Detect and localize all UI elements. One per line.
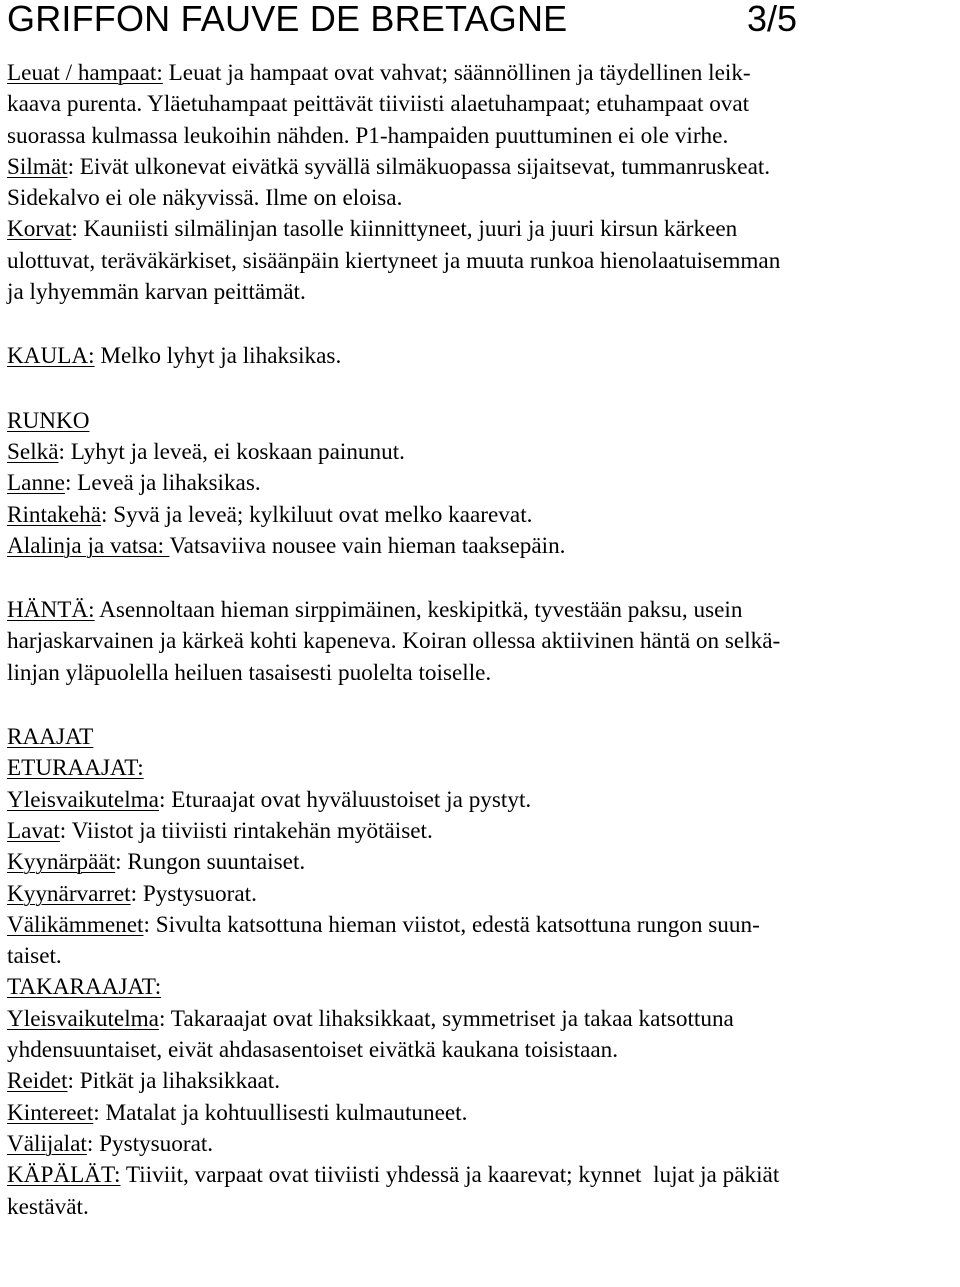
spacer bbox=[7, 562, 953, 595]
section-heading: RUNKO bbox=[7, 407, 90, 434]
neck-label: KAULA: bbox=[7, 343, 95, 370]
item-label: Kintereet bbox=[7, 1099, 94, 1126]
item-label: Rintakehä bbox=[7, 501, 102, 528]
tail-line: Asennoltaan hieman sirppimäinen, keskipitkä, tyvestään paksu, usein bbox=[94, 597, 743, 624]
item-text: : Eturaajat ovat hyväluustoiset ja pystyt. bbox=[158, 786, 532, 813]
limb-item bbox=[7, 1066, 953, 1097]
ears-line: ja lyhyemmän karvan peittämät. bbox=[7, 279, 306, 306]
tail-label: HÄNTÄ: bbox=[7, 597, 95, 624]
item-label: Kyynärpäät bbox=[7, 849, 116, 876]
ears-line: : Kauniisti silmälinjan tasolle kiinnittyneet, juuri ja juuri kirsun kärkeen bbox=[71, 216, 738, 243]
spacer bbox=[7, 373, 953, 406]
item-label: Välijalat bbox=[7, 1130, 87, 1157]
limb-item bbox=[7, 1098, 953, 1129]
item-label: Lanne bbox=[7, 470, 65, 497]
item-label: Selkä bbox=[7, 438, 59, 465]
neck-paragraph bbox=[7, 341, 953, 372]
item-text: : Leveä ja lihaksikas. bbox=[64, 470, 261, 497]
item-label: Kyynärvarret bbox=[7, 880, 131, 907]
item-text: yhdensuuntaiset, eivät ahdasasentoiset eivätkä kaukana toisistaan. bbox=[7, 1037, 619, 1064]
item-text: Vatsaviiva nousee vain hieman taaksepäin. bbox=[169, 532, 566, 559]
pastern-line: : Sivulta katsottuna hieman viistot, edestä katsottuna rungon suun- bbox=[143, 911, 760, 938]
ears-paragraph bbox=[7, 214, 953, 308]
hind-general-paragraph bbox=[7, 1004, 953, 1067]
section-heading: RAAJAT bbox=[7, 724, 94, 751]
item-text: : Takaraajat ovat lihaksikkaat, symmetriset ja takaa katsottuna bbox=[158, 1005, 734, 1032]
document-body bbox=[7, 58, 953, 1223]
eyes-line: Sidekalvo ei ole näkyvissä. Ilme on eloisa. bbox=[7, 185, 403, 212]
body-section bbox=[7, 406, 953, 562]
subsection-heading: TAKARAAJAT: bbox=[7, 974, 162, 1001]
limb-item bbox=[7, 879, 953, 910]
item-label: Reidet bbox=[7, 1068, 68, 1095]
page-number: 3/5 bbox=[747, 0, 798, 39]
spacer bbox=[7, 689, 953, 722]
feet-line: kestävät. bbox=[7, 1193, 89, 1220]
item-text: : Pitkät ja lihaksikkaat. bbox=[67, 1068, 281, 1095]
pastern-label: Välikämmenet bbox=[7, 911, 144, 938]
limb-item bbox=[7, 816, 953, 847]
neck-text: Melko lyhyt ja lihaksikas. bbox=[94, 343, 342, 370]
document-title: GRIFFON FAUVE DE BRETAGNE bbox=[7, 0, 568, 39]
jaws-line: kaava purenta. Yläetuhampaat peittävät tiiviisti alaetuhampaat; etuhampaat ovat bbox=[7, 91, 750, 118]
eyes-line: : Eivät ulkonevat eivätkä syvällä silmäkuopassa sijaitsevat, tummanruskeat. bbox=[67, 153, 771, 180]
jaws-line: Leuat ja hampaat ovat vahvat; säännöllinen ja täydellinen leik- bbox=[162, 60, 751, 86]
tail-line: linjan yläpuolella heiluen tasaisesti puolelta toiselle. bbox=[7, 659, 492, 686]
body-item bbox=[7, 500, 953, 531]
tail-line: harjaskarvainen ja kärkeä kohti kapeneva. Koiran ollessa aktiivinen häntä on selkä- bbox=[7, 628, 781, 655]
jaws-label: Leuat / hampaat: bbox=[7, 60, 163, 86]
jaws-paragraph bbox=[7, 58, 953, 152]
head-section bbox=[7, 58, 953, 308]
ears-line: ulottuvat, teräväkärkiset, sisäänpäin kiertyneet ja muuta runkoa hienolaatuisemman bbox=[7, 247, 781, 274]
item-label: Alalinja ja vatsa: bbox=[7, 532, 170, 559]
item-text: : Viistot ja tiiviisti rintakehän myötäiset. bbox=[59, 817, 433, 844]
limb-item bbox=[7, 785, 953, 816]
feet-paragraph bbox=[7, 1160, 953, 1223]
limb-item bbox=[7, 847, 953, 878]
hindquarters-heading bbox=[7, 972, 953, 1003]
item-label: Lavat bbox=[7, 817, 60, 844]
item-text: : Pystysuorat. bbox=[130, 880, 257, 907]
feet-line: Tiiviit, varpaat ovat tiiviisti yhdessä ja kaarevat; kynnet lujat ja päkiät bbox=[120, 1162, 780, 1189]
item-label: Yleisvaikutelma bbox=[7, 1005, 159, 1032]
eyes-paragraph bbox=[7, 152, 953, 215]
forequarters-heading bbox=[7, 753, 953, 784]
body-item bbox=[7, 437, 953, 468]
ears-label: Korvat bbox=[7, 216, 72, 243]
limb-item bbox=[7, 1129, 953, 1160]
spacer bbox=[7, 308, 953, 341]
item-text: : Pystysuorat. bbox=[86, 1130, 214, 1157]
body-item bbox=[7, 468, 953, 499]
body-heading bbox=[7, 406, 953, 437]
item-label: Yleisvaikutelma bbox=[7, 786, 159, 813]
jaws-line: suorassa kulmassa leukoihin nähden. P1-hampaiden puuttuminen ei ole virhe. bbox=[7, 122, 729, 149]
page-header bbox=[7, 0, 953, 58]
document-page bbox=[7, 0, 953, 1223]
item-text: : Rungon suuntaiset. bbox=[115, 849, 306, 876]
pastern-paragraph bbox=[7, 910, 953, 973]
body-item bbox=[7, 531, 953, 562]
limbs-section bbox=[7, 722, 953, 1160]
pastern-line: taiset. bbox=[7, 943, 62, 970]
limbs-heading bbox=[7, 722, 953, 753]
tail-paragraph bbox=[7, 595, 953, 689]
feet-label: KÄPÄLÄT: bbox=[7, 1162, 121, 1189]
item-text: : Matalat ja kohtuullisesti kulmautuneet. bbox=[93, 1099, 468, 1126]
item-text: : Syvä ja leveä; kylkiluut ovat melko kaarevat. bbox=[101, 501, 533, 528]
eyes-label: Silmät bbox=[7, 153, 68, 180]
item-text: : Lyhyt ja leveä, ei koskaan painunut. bbox=[58, 438, 405, 465]
subsection-heading: ETURAAJAT: bbox=[7, 755, 144, 782]
